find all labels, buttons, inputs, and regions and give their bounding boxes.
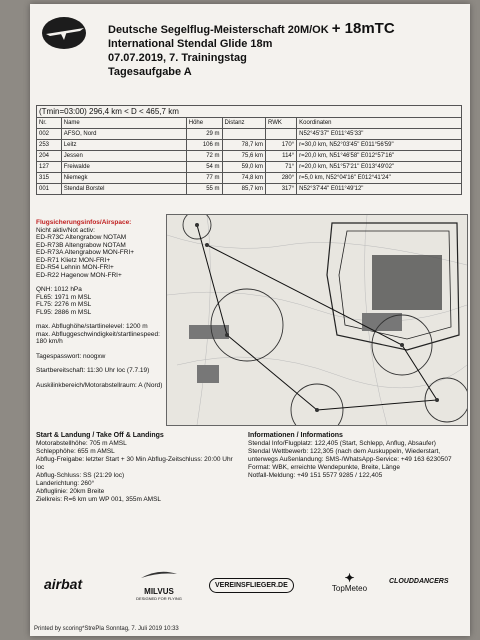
info-line: Abfluglinie: 20km Breite (36, 488, 105, 495)
title-suffix: + 18mTC (331, 20, 395, 37)
info-line: Abflug-Schluss: SS (21:29 loc) (36, 472, 125, 479)
info-line: Zielkreis: R=6 km um WP 001, 355m AMSL (36, 496, 162, 503)
info-line: Abflug-Freigabe: letzter Start + 30 Min Abflug-Zeitschluss: 20:00 Uhr loc (36, 456, 233, 471)
table-row: 315 Niemegk 77 m 74,8 km 280° r=5,0 km, N52°04'16" E012°41'24" (37, 173, 462, 184)
information-block (248, 432, 466, 480)
daily-password: Tagespasswort: noogxw (36, 352, 106, 360)
airspace-item: ED-R71 Klietz MON-FRI+ (36, 256, 111, 264)
print-footer: Printed by scoring*StrePla Sonntag, 7. Juli 2019 10:33 (34, 626, 179, 632)
info-line: Stendal Wettbewerb: 122,305 (nach dem Auskuppeln, Wiederstart, unterwegs Außenlandung: SMS-/WhatsApp-Service: +49 163 6230507 (248, 448, 452, 463)
qnh-value: QNH: 1012 hPa (36, 286, 82, 293)
info-line: Schlepphöhe: 655 m AMSL (36, 448, 115, 455)
info-line: Motorabstellhöhe: 705 m AMSL (36, 440, 127, 447)
information-heading: Informationen / Informations (248, 432, 343, 439)
topmeteo-logo: ✦ TopMeteo (327, 572, 372, 593)
table-row: 253 Leitz 106 m 78,7 km 170° r=30,0 km, N52°03'45" E011°56'59" (37, 140, 462, 151)
map-graphic (167, 215, 467, 425)
table-row: 127 Freiwalde 54 m 59,0 km 71° r=20,0 km, N51°57'21" E013°49'02" (37, 162, 462, 173)
airspace-item: ED-R73C Altengrabow NOTAM (36, 234, 127, 241)
flight-level: FL65: 1971 m MSL (36, 293, 92, 301)
compass-icon: ✦ (344, 571, 355, 585)
task-map (166, 214, 468, 426)
outlanding-area: Auskilinkbereich/Motorabstellraum: A (Nord) (36, 381, 163, 389)
milvus-logo: MILVUS DESIGNED FOR FLYING (129, 568, 189, 601)
page-header (108, 22, 462, 79)
task-table (36, 105, 462, 195)
clouddancers-logo: CLOUDDANCERS (389, 578, 449, 585)
airspace-info (36, 219, 186, 389)
vereinsflieger-logo: VEREINSFLIEGER.DE (209, 578, 294, 593)
flight-level: FL75: 2276 m MSL (36, 301, 92, 308)
table-row: 204 Jessen 72 m 75,6 km 114° r=20,0 km, N51°46'58" E012°57'16" (37, 151, 462, 162)
max-start-speed: max. Abfluggeschwindigkeit/startlinespeed: 180 km/h (36, 330, 160, 345)
table-row: 002 AFSO, Nord 29 m N52°45'37" E011°45'33" (37, 129, 462, 140)
start-landing-info (36, 432, 241, 504)
milvus-wing-icon (139, 568, 179, 582)
start-readiness: Startbereitschaft: 11:30 Uhr loc (7.7.19) (36, 367, 150, 374)
airspace-heading: Flugsicherungsinfos/Airspace: (36, 219, 132, 226)
flight-level: FL95: 2886 m MSL (36, 308, 92, 316)
airspace-item: ED-R22 Hagenow MON-FRI+ (36, 271, 122, 279)
title-line-1: Deutsche Segelflug-Meisterschaft 20M/OK (108, 24, 329, 36)
info-line: Format: WBK, erreichte Wendepunkte, Breite, Länge (248, 464, 400, 471)
task-summary: (Tmin=03:00) 296,4 km < D < 465,7 km (37, 106, 462, 118)
airspace-subheading: Nicht aktiv/Not activ: (36, 226, 95, 234)
title-line-4: Tagesaufgabe A (108, 66, 192, 78)
info-line: Notfall-Meldung: +49 151 5577 9285 / 122,405 (248, 472, 383, 479)
airspace-item: ED-R73A Altengrabow MON-FRI+ (36, 249, 135, 256)
airbat-logo: airbat (44, 576, 83, 592)
start-landing-heading: Start & Landung / Take Off & Landings (36, 432, 164, 439)
airspace-item: ED-R54 Lehnin MON-FRI+ (36, 264, 114, 271)
table-row: 001 Stendal Borstel 55 m 85,7 km 317° N52°37'44" E011°49'12" (37, 184, 462, 195)
airspace-item: ED-R73B Altengrabow NOTAM (36, 241, 126, 249)
info-line: Landerichtung: 260° (36, 480, 95, 487)
info-line: Stendal Info/Flugplatz: 122,405 (Start, Schlepp, Anflug, Absaufer) (248, 440, 436, 447)
title-line-3: 07.07.2019, 7. Trainingstag (108, 52, 247, 64)
task-sheet (30, 4, 470, 636)
table-header-row: Nr. Name Höhe Distanz RWK Koordinaten (37, 118, 462, 129)
max-release-height: max. Abflughöhe/startlinelevel: 1200 m (36, 323, 148, 330)
sponsor-logos (34, 564, 466, 614)
glider-logo-icon (40, 14, 88, 52)
title-line-2: International Stendal Glide 18m (108, 38, 273, 50)
